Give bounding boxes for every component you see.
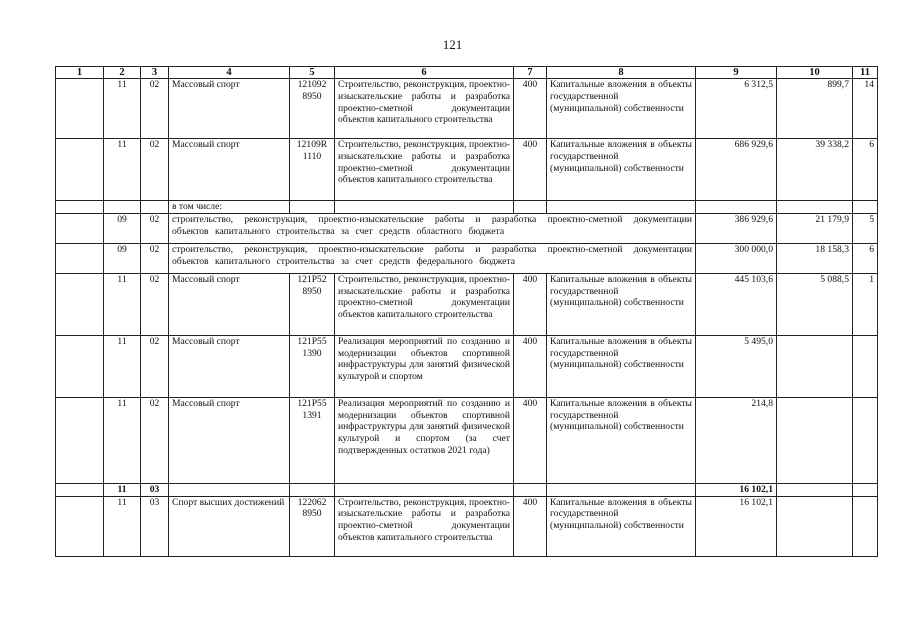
- header-cell: 6: [335, 67, 514, 79]
- header-cell: 2: [104, 67, 141, 79]
- cell-amount: 686 929,6: [696, 139, 777, 201]
- cell-expense-name: Капитальные вложения в объекты государственной (муниципальной) собственности: [547, 273, 696, 335]
- cell-col11: 5: [853, 213, 878, 243]
- cell-expense-type: 400: [514, 335, 547, 397]
- cell-name: Массовый спорт: [169, 139, 290, 201]
- cell-amount: 300 000,0: [696, 243, 777, 273]
- cell-amount-2: 5 088,5: [777, 273, 853, 335]
- cell-regional-description: строительство, реконструкция, проектно-изыскательские работы и разработка проектно-сметной документации объектов капитального строительства за счет средств областного бюджета: [169, 213, 696, 243]
- cell-subsection: 03: [141, 483, 169, 496]
- cell-target-code: 122062 8950: [290, 496, 335, 556]
- cell-section: 11: [104, 139, 141, 201]
- cell-col11: 6: [853, 139, 878, 201]
- cell-amount-2: 21 179,9: [777, 213, 853, 243]
- cell-col1: [56, 213, 104, 243]
- cell-amount-2: [777, 496, 853, 556]
- cell-description: Реализация мероприятий по созданию и модернизации объектов спортивной инфраструктуры для занятий физической культурой и спортом: [335, 335, 514, 397]
- page-number: 121: [442, 37, 463, 52]
- cell-name: Массовый спорт: [169, 335, 290, 397]
- cell-name: Массовый спорт: [169, 79, 290, 139]
- cell-col1: [56, 273, 104, 335]
- cell-name: Массовый спорт: [169, 397, 290, 483]
- cell-federal-description: строительство, реконструкция, проектно-изыскательские работы и разработка проектно-сметной документации объектов капитального строительства за счет средств федерального бюджета: [169, 243, 696, 273]
- header-cell: 3: [141, 67, 169, 79]
- cell-col11: 14: [853, 79, 878, 139]
- header-cell: 9: [696, 67, 777, 79]
- cell-amount: 16 102,1: [696, 483, 777, 496]
- cell-col1: [56, 335, 104, 397]
- cell-target-code: 12109R 1110: [290, 139, 335, 201]
- cell-expense-type: 400: [514, 79, 547, 139]
- cell-expense-type: 400: [514, 273, 547, 335]
- cell-section: 09: [104, 213, 141, 243]
- cell-amount: 214,8: [696, 397, 777, 483]
- cell-target-code: 121P52 8950: [290, 273, 335, 335]
- cell-amount: 6 312,5: [696, 79, 777, 139]
- cell-amount-2: [777, 335, 853, 397]
- cell-including-label: в том числе:: [169, 201, 290, 214]
- cell-col11: 1: [853, 273, 878, 335]
- cell-expense-name: Капитальные вложения в объекты государственной (муниципальной) собственности: [547, 496, 696, 556]
- header-cell: 5: [290, 67, 335, 79]
- header-cell: 8: [547, 67, 696, 79]
- cell-expense-type: [514, 483, 547, 496]
- cell-section: 09: [104, 243, 141, 273]
- cell-section: 11: [104, 335, 141, 397]
- cell-amount: 16 102,1: [696, 496, 777, 556]
- table-row: [56, 213, 878, 243]
- cell-amount: 386 929,6: [696, 213, 777, 243]
- cell-subsection: 03: [141, 496, 169, 556]
- table-row: [56, 335, 878, 397]
- cell-col11: [853, 335, 878, 397]
- cell-expense-name: Капитальные вложения в объекты государственной (муниципальной) собственности: [547, 79, 696, 139]
- cell-section: 11: [104, 273, 141, 335]
- cell-amount-2: [777, 483, 853, 496]
- table-row: [56, 397, 878, 483]
- cell-subsection: 02: [141, 397, 169, 483]
- cell-name: [169, 483, 290, 496]
- cell-expense-type: 400: [514, 397, 547, 483]
- cell-subsection: 02: [141, 335, 169, 397]
- cell-target-code: 121P55 1390: [290, 335, 335, 397]
- cell-description: Строительство, реконструкция, проектно-изыскательские работы и разработка проектно-сметной документации объектов капитального строительства: [335, 139, 514, 201]
- cell-col1: [56, 483, 104, 496]
- table-row: [56, 273, 878, 335]
- cell-target-code: [290, 201, 335, 214]
- header-cell: 11: [853, 67, 878, 79]
- cell-description: Реализация мероприятий по созданию и модернизации объектов спортивной инфраструктуры для занятий физической культурой и спортом (за счет подтвержденных остатков 2021 года): [335, 397, 514, 483]
- cell-expense-name: Капитальные вложения в объекты государственной (муниципальной) собственности: [547, 397, 696, 483]
- cell-section: 11: [104, 483, 141, 496]
- cell-expense-name: Капитальные вложения в объекты государственной (муниципальной) собственности: [547, 139, 696, 201]
- cell-expense-type: 400: [514, 496, 547, 556]
- cell-col11: 6: [853, 243, 878, 273]
- cell-description: Строительство, реконструкция, проектно-изыскательские работы и разработка проектно-сметной документации объектов капитального строительства: [335, 273, 514, 335]
- budget-table: [55, 66, 878, 557]
- header-row: [56, 67, 878, 79]
- cell-subsection: 02: [141, 79, 169, 139]
- cell-col1: [56, 496, 104, 556]
- cell-amount-2: 899,7: [777, 79, 853, 139]
- header-cell: 4: [169, 67, 290, 79]
- table-row-including: [56, 201, 878, 214]
- cell-amount: 445 103,6: [696, 273, 777, 335]
- cell-col11: [853, 483, 878, 496]
- cell-name: Спорт высших достижений: [169, 496, 290, 556]
- cell-target-code: [290, 483, 335, 496]
- cell-description: Строительство, реконструкция, проектно-изыскательские работы и разработка проектно-сметной документации объектов капитального строительства: [335, 79, 514, 139]
- cell-target-code: 121P55 1391: [290, 397, 335, 483]
- cell-expense-name: [547, 483, 696, 496]
- cell-col1: [56, 243, 104, 273]
- table-row: [56, 139, 878, 201]
- header-cell: 7: [514, 67, 547, 79]
- cell-description: [335, 483, 514, 496]
- header-cell: 10: [777, 67, 853, 79]
- cell-subsection: 02: [141, 273, 169, 335]
- header-cell: 1: [56, 67, 104, 79]
- cell-col1: [56, 201, 104, 214]
- table-row-subtotal: [56, 483, 878, 496]
- cell-col1: [56, 139, 104, 201]
- cell-section: 11: [104, 79, 141, 139]
- cell-col11: [853, 496, 878, 556]
- cell-col11: [853, 397, 878, 483]
- cell-description: [335, 201, 514, 214]
- cell-amount-2: [777, 397, 853, 483]
- cell-target-code: 121092 8950: [290, 79, 335, 139]
- cell-section: [104, 201, 141, 214]
- cell-amount: 5 495,0: [696, 335, 777, 397]
- cell-subsection: 02: [141, 213, 169, 243]
- cell-col1: [56, 79, 104, 139]
- cell-amount-2: 18 158,3: [777, 243, 853, 273]
- cell-col11: [853, 201, 878, 214]
- cell-description: Строительство, реконструкция, проектно-изыскательские работы и разработка проектно-сметной документации объектов капитального строительства: [335, 496, 514, 556]
- cell-expense-name: [547, 201, 696, 214]
- cell-amount-2: [777, 201, 853, 214]
- table-row: [56, 79, 878, 139]
- cell-subsection: 02: [141, 243, 169, 273]
- cell-amount: [696, 201, 777, 214]
- cell-subsection: 02: [141, 139, 169, 201]
- cell-col1: [56, 397, 104, 483]
- cell-section: 11: [104, 496, 141, 556]
- cell-amount-2: 39 338,2: [777, 139, 853, 201]
- cell-expense-type: [514, 201, 547, 214]
- cell-subsection: [141, 201, 169, 214]
- cell-expense-type: 400: [514, 139, 547, 201]
- cell-name: Массовый спорт: [169, 273, 290, 335]
- table-row: [56, 243, 878, 273]
- cell-section: 11: [104, 397, 141, 483]
- table-row: [56, 496, 878, 556]
- cell-expense-name: Капитальные вложения в объекты государственной (муниципальной) собственности: [547, 335, 696, 397]
